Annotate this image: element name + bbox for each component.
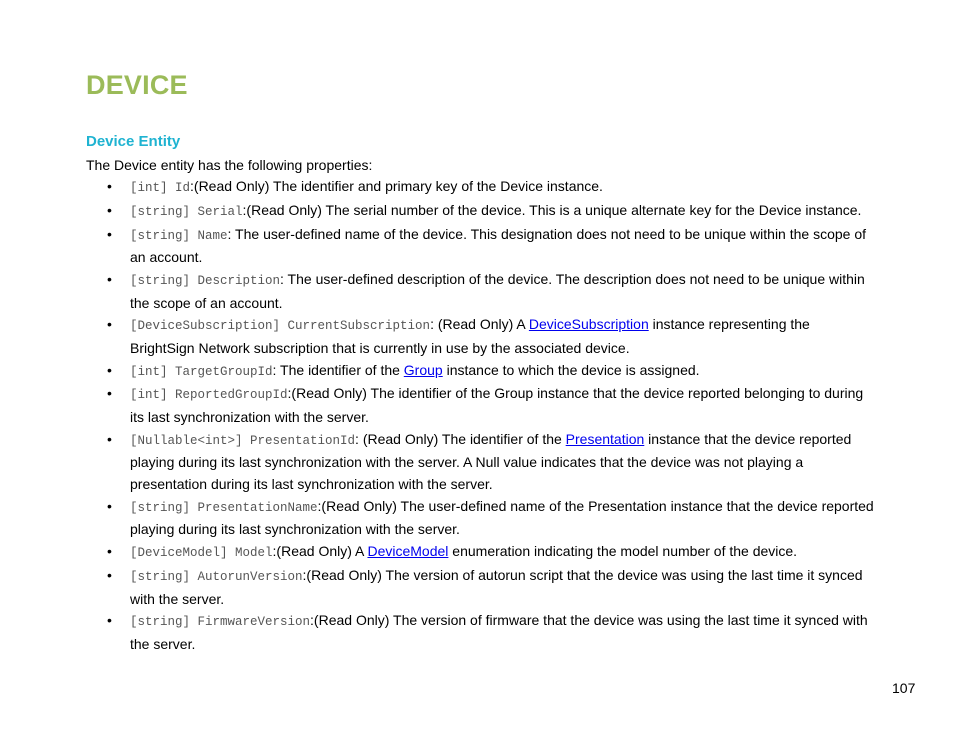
property-description: : (Read Only) The identifier of the xyxy=(355,430,566,447)
property-description: :(Read Only) The identifier and primary key of the Device instance. xyxy=(190,178,603,194)
group-link[interactable]: Group xyxy=(403,361,443,378)
property-description-cont: enumeration indicating the model number of the device. xyxy=(448,543,798,560)
property-description: :(Read Only) The version of firmware that the device was using the last time it synced with the server. xyxy=(130,612,868,652)
property-item xyxy=(106,610,876,655)
property-description: :(Read Only) The serial number of the device. This is a unique alternate key for the Device instance. xyxy=(242,201,862,218)
property-signature: [string] AutorunVersion xyxy=(130,569,303,584)
property-description: : The identifier of the xyxy=(272,361,404,378)
page-number: 107 xyxy=(892,680,916,696)
property-item xyxy=(106,176,876,200)
property-description: : (Read Only) A xyxy=(430,316,529,333)
property-signature: [Nullable<int>] PresentationId xyxy=(130,433,356,448)
property-description: :(Read Only) The identifier of the Group instance that the device reported belonging to during its last synchronization with the server. xyxy=(130,385,864,426)
property-item xyxy=(106,314,876,359)
property-signature: [DeviceSubscription] CurrentSubscription xyxy=(130,319,431,334)
property-description: : The user-defined name of the device. This designation does not need to be unique within the scope of an account. xyxy=(130,225,867,266)
property-description: :(Read Only) The user-defined name of the Presentation instance that the device reported playing during its last synchronization with the server. xyxy=(130,497,874,538)
intro-text: The Device entity has the following properties: xyxy=(86,157,373,173)
property-signature: [int] ReportedGroupId xyxy=(130,388,288,403)
property-description: : The user-defined description of the device. The description does not need to be unique within the scope of an account. xyxy=(130,270,865,311)
presentation-link[interactable]: Presentation xyxy=(565,430,645,447)
property-description: :(Read Only) A xyxy=(272,543,368,560)
devicesubscription-link[interactable]: DeviceSubscription xyxy=(528,316,649,333)
property-description-cont: instance that the device reported playing during its last synchronization with the server. A Null value indicates that the device was not playing a presentation during its last synchronization with the server. xyxy=(130,430,852,493)
property-item xyxy=(106,383,876,428)
property-item xyxy=(106,269,876,314)
property-item xyxy=(106,200,876,224)
section-title: Device Entity xyxy=(86,133,181,150)
property-signature: [string] Name xyxy=(130,228,228,243)
property-description: :(Read Only) The version of autorun script that the device was using the last time it synced with the server. xyxy=(130,566,863,607)
property-signature: [string] Description xyxy=(130,273,281,288)
property-item xyxy=(106,496,876,541)
property-item xyxy=(106,360,876,384)
property-signature: [int] TargetGroupId xyxy=(130,364,273,379)
property-description-cont: instance representing the BrightSign Network subscription that is currently in use by the associated device. xyxy=(130,316,810,356)
devicemodel-link[interactable]: DeviceModel xyxy=(367,543,449,560)
property-list xyxy=(106,176,876,656)
property-signature: [string] PresentationName xyxy=(130,500,318,515)
property-item xyxy=(106,224,876,269)
page-title: DEVICE xyxy=(86,70,188,100)
property-signature: [string] Serial xyxy=(130,204,243,219)
property-item xyxy=(106,541,876,565)
property-signature: [string] FirmwareVersion xyxy=(130,615,311,630)
property-signature: [int] Id xyxy=(130,181,191,195)
property-item xyxy=(106,429,876,496)
property-signature: [DeviceModel] Model xyxy=(130,546,273,561)
property-description-cont: instance to which the device is assigned. xyxy=(442,361,700,378)
property-item xyxy=(106,565,876,610)
